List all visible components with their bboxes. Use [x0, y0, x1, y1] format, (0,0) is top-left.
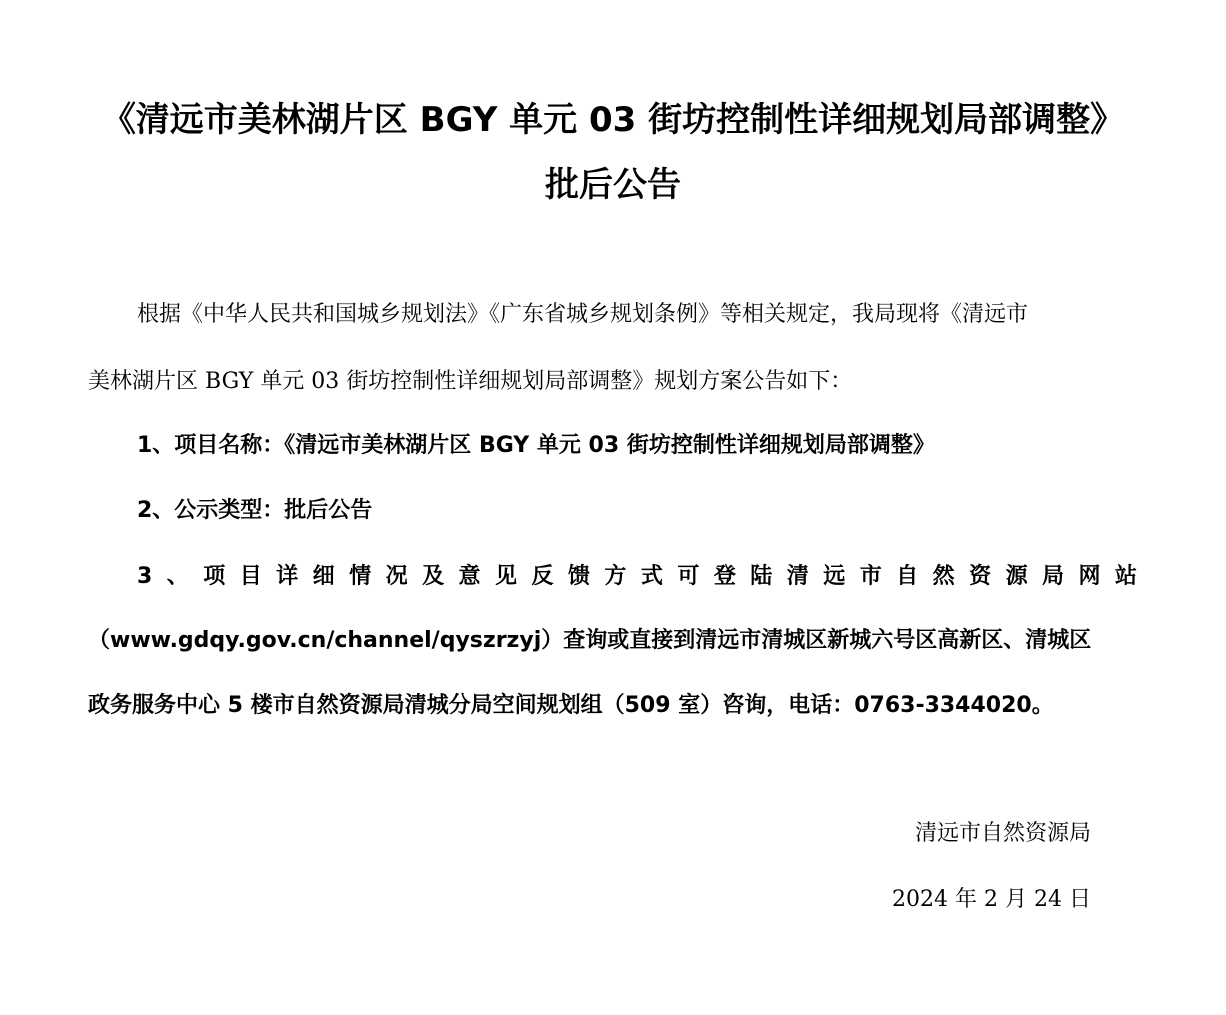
- title-line-1: 《清远市美林湖片区 BGY 单元 03 街坊控制性详细规划局部调整》: [101, 100, 1125, 140]
- signature-org: 清远市自然资源局: [914, 821, 1091, 846]
- item-details-line-3: 政务服务中心 5 楼市自然资源局清城分局空间规划组（509 室）咨询，电话：0763-3344020。: [88, 693, 1054, 718]
- intro-line-2: 美林湖片区 BGY 单元 03 街坊控制性详细规划局部调整》规划方案公告如下：: [88, 369, 853, 394]
- intro-line-1: 根据《中华人民共和国城乡规划法》《广东省城乡规划条例》等相关规定，我局现将《清远市: [137, 302, 1029, 327]
- item-details-line-1: 3、项目详细情况及意见反馈方式可登陆清远市自然资源局网站: [137, 564, 1137, 589]
- item-details-line-2: （www.gdqy.gov.cn/channel/qyszrzyj）查询或直接到清远市清城区新城六号区高新区、清城区: [88, 628, 1092, 653]
- signature-date: 2024 年 2 月 24 日: [892, 887, 1091, 912]
- item-project-name: 1、项目名称：《清远市美林湖片区 BGY 单元 03 街坊控制性详细规划局部调整》: [137, 433, 935, 458]
- title-line-2: 批后公告: [545, 165, 681, 205]
- item-notice-type: 2、公示类型：批后公告: [137, 498, 373, 523]
